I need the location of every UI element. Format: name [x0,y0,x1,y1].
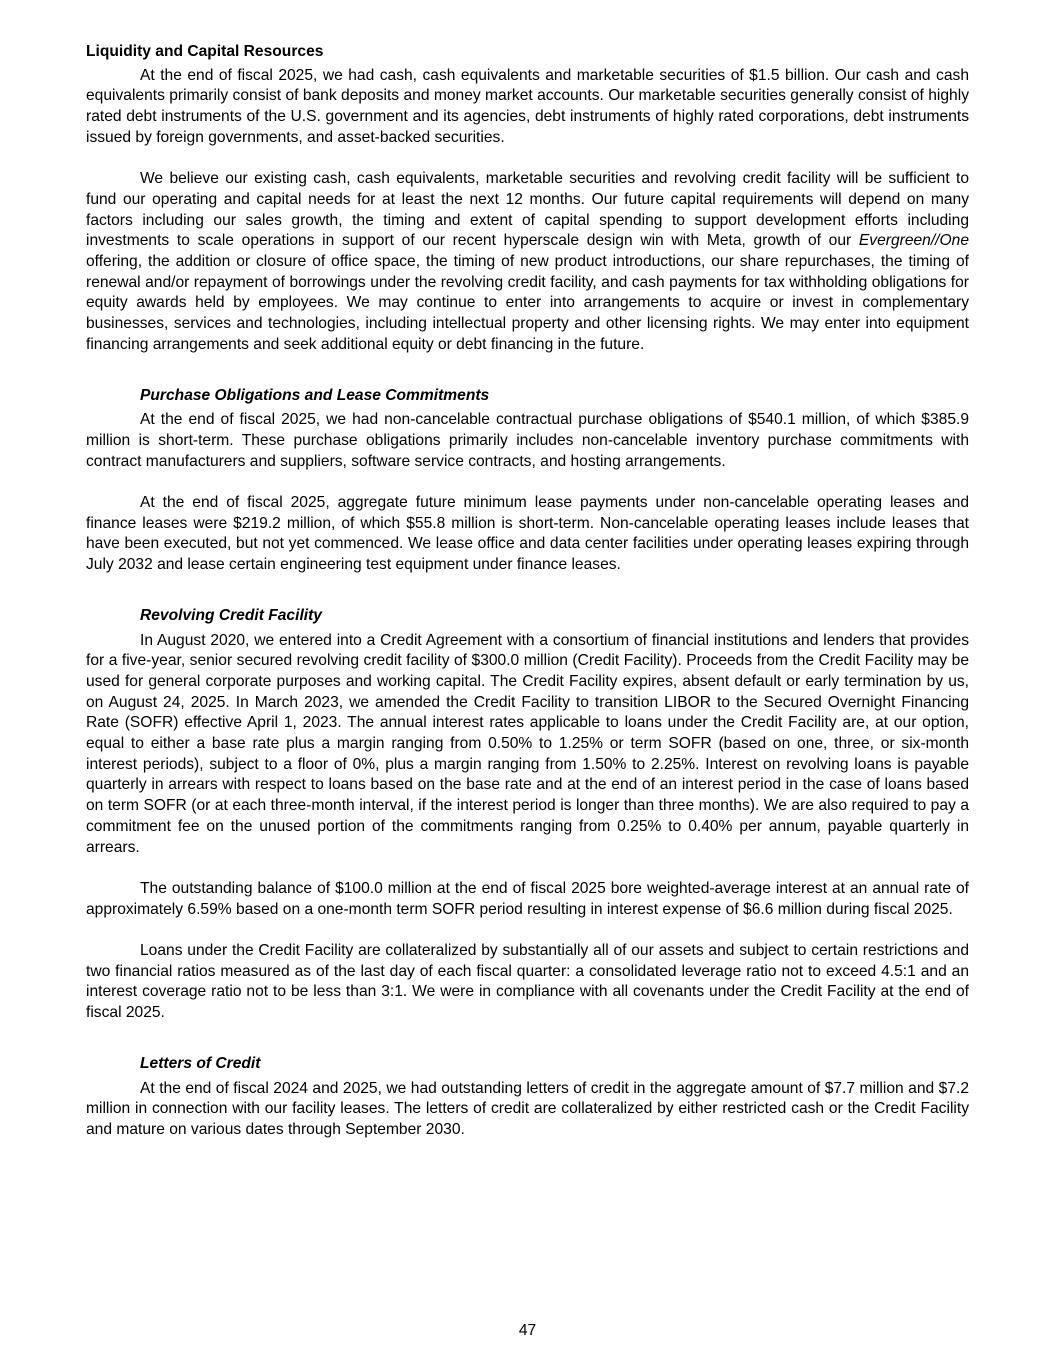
product-name-evergreen-one: Evergreen//One [858,232,969,250]
paragraph-purchase-obligations: At the end of fiscal 2025, we had non-cancelable contractual purchase obligations of $540.1 million, of which $385.9 million is short-term. These purchase obligations primarily includes non-cancelable inventory purchase commitments with contract manufacturers and suppliers, software service contracts, and hosting arrangements. [86,411,969,470]
subheading-revolving-credit-facility: Revolving Credit Facility [140,606,322,624]
paragraph-lease-commitments: At the end of fiscal 2025, aggregate future minimum lease payments under non-cancelable operating leases and finance leases were $219.2 million, of which $55.8 million is short-term. Non-cancelable operating leases include leases that have been executed, but not yet commenced. We lease office and data center facilities under operating leases expiring through July 2032 and lease certain engineering test equipment under finance leases. [86,494,969,574]
paragraph-loan-covenants: Loans under the Credit Facility are collateralized by substantially all of our assets and subject to certain restrictions and two financial ratios measured as of the last day of each fiscal quarter: a consolidated leverage ratio not to exceed 4.5:1 and an interest coverage ratio not to be less than 3:1. We were in compliance with all covenants under the Credit Facility at the end of fiscal 2025. [86,942,969,1022]
paragraph-credit-agreement: In August 2020, we entered into a Credit Agreement with a consortium of financial institutions and lenders that provides for a five-year, senior secured revolving credit facility of $300.0 million (Credit Facility). Proceeds from the Credit Facility may be used for general corporate purposes and working capital. The Credit Facility expires, absent default or early termination by us, on August 24, 2025. In March 2023, we amended the Credit Facility to transition LIBOR to the Secured Overnight Financing Rate (SOFR) effective April 1, 2023. The annual interest rates applicable to loans under the Credit Facility are, at our option, equal to either a base rate plus a margin ranging from 0.50% to 1.25% or term SOFR (based on one, three, or six-month interest periods), subject to a floor of 0%, plus a margin ranging from 1.50% to 2.25%. Interest on revolving loans is payable quarterly in arrears with respect to loans based on the base rate and at the end of an interest period in the case of loans based on term SOFR (or at each three-month interval, if the interest period is longer than three months). We are also required to pay a commitment fee on the unused portion of the commitments ranging from 0.25% to 0.40% per annum, payable quarterly in arrears. [86,631,969,856]
subheading-purchase-obligations: Purchase Obligations and Lease Commitments [140,386,490,404]
section-title: Liquidity and Capital Resources [86,43,324,60]
paragraph-cash-overview: At the end of fiscal 2025, we had cash, cash equivalents and marketable securities of $1.5 billion. Our cash and cash equivalents primarily consist of bank deposits and money market accounts. Our marketable securities generally consist of highly rated debt instruments of the U.S. government and its agencies, debt instruments of highly rated corporations, debt instruments issued by foreign governments, and asset-backed securities. [86,66,969,146]
document-page [86,42,969,1141]
page-number: 47 [518,1322,537,1339]
capital-requirements-text-part1: We believe our existing cash, cash equivalents, marketable securities and revolving credit facility will be sufficient to fund our operating and capital needs for at least the next 12 months. Our future capital requirements will depend on many factors including our sales growth, the timing and extent of capital spending to support development efforts including investments to scale operations in support of our recent hyperscale design win with Meta, growth of our [86,170,969,250]
capital-requirements-text-part2: offering, the addition or closure of office space, the timing of new product introductions, our share repurchases, the timing of renewal and/or repayment of borrowings under the revolving credit facility, and cash payments for tax withholding obligations for equity awards held by employees. We may continue to enter into arrangements to acquire or invest in complementary businesses, services and technologies, including intellectual property and other licensing rights. We may enter into equipment financing arrangements and seek additional equity or debt financing in the future. [86,253,969,353]
paragraph-capital-requirements [86,169,969,355]
paragraph-outstanding-balance: The outstanding balance of $100.0 million at the end of fiscal 2025 bore weighted-average interest at an annual rate of approximately 6.59% based on a one-month term SOFR period resulting in interest expense of $6.6 million during fiscal 2025. [86,879,969,918]
subheading-letters-of-credit: Letters of Credit [140,1054,261,1072]
paragraph-letters-of-credit: At the end of fiscal 2024 and 2025, we had outstanding letters of credit in the aggregate amount of $7.7 million and $7.2 million in connection with our facility leases. The letters of credit are collateralized by either restricted cash or the Credit Facility and mature on various dates through September 2030. [86,1079,969,1138]
